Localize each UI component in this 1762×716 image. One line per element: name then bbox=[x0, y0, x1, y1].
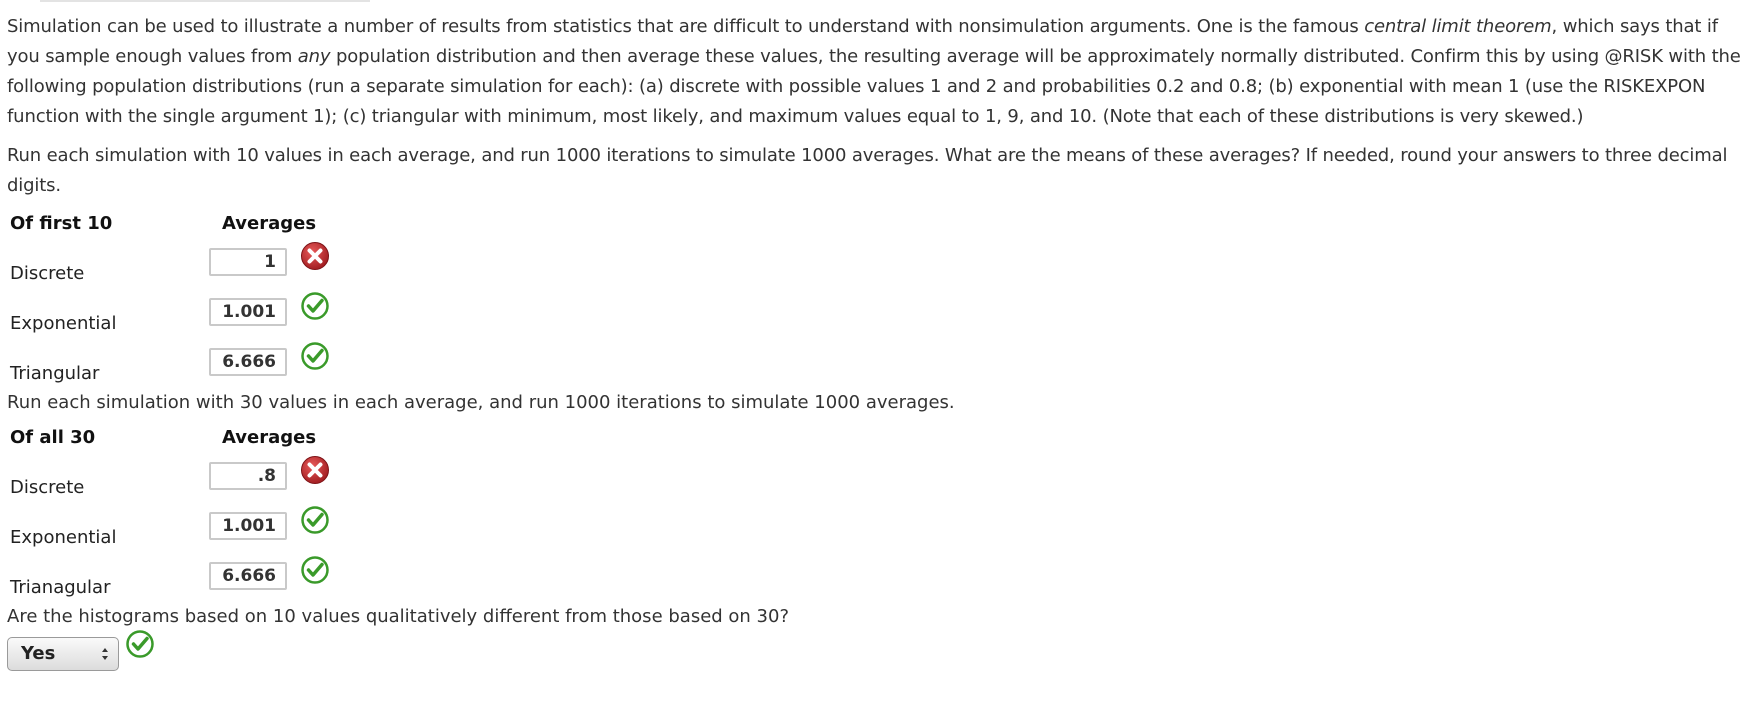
triangular-answer-input[interactable]: 6.666 bbox=[209, 348, 287, 376]
intro-text-3: population distribution and then average these values, the resulting average will be approximately normally distributed. Confirm this by using @RISK with the following population distributions (run a separate simulation for each): (a) discrete with possible values 1 and 2 and probabilities 0.2 and 0.8; (b) exponential with mean 1 (use the RISKEXPON function with the single argument 1); (c) triangular with minimum, most likely, and maximum values equal to 1, 9, and 10. (Note that each of these distributions is very skewed.) bbox=[7, 46, 1741, 127]
row-label: Exponential bbox=[10, 313, 117, 334]
row-label: Triangular bbox=[10, 363, 100, 384]
table-row-discrete bbox=[10, 455, 1747, 505]
exponential-answer-input[interactable]: 1.001 bbox=[209, 298, 287, 326]
row-label: Discrete bbox=[10, 477, 85, 498]
discrete-answer-input[interactable]: .8 bbox=[209, 462, 287, 490]
check-circle-icon bbox=[125, 629, 155, 664]
table-header-right: Averages bbox=[222, 427, 317, 448]
intro-text-1: Simulation can be used to illustrate a number of results from statistics that are difficult to understand with nonsimulation arguments. One is the famous bbox=[7, 16, 1365, 37]
histogram-question: Are the histograms based on 10 values qualitatively different from those based on 30? bbox=[7, 606, 790, 627]
select-value: Yes bbox=[21, 643, 56, 664]
intro-paragraph bbox=[7, 0, 1747, 132]
check-circle-icon bbox=[300, 291, 330, 321]
x-circle-icon bbox=[300, 241, 330, 271]
answer-select-row bbox=[7, 629, 1747, 679]
row-label: Discrete bbox=[10, 263, 85, 284]
discrete-answer-input[interactable]: 1 bbox=[209, 248, 287, 276]
question-content bbox=[7, 0, 1747, 679]
intro-emphasis-clt: central limit theorem bbox=[1364, 16, 1552, 37]
instruction-paragraph: Run each simulation with 10 values in each average, and run 1000 iterations to simulate 1000 averages. What are the means of these averages? If needed, round your answers to three decimal digits. bbox=[7, 145, 1728, 196]
table-row-exponential bbox=[10, 291, 1747, 341]
mid-instruction: Run each simulation with 30 values in each average, and run 1000 iterations to simulate 1000 averages. bbox=[7, 392, 955, 413]
table-first-10 bbox=[10, 201, 1747, 391]
intro-emphasis-any: any bbox=[297, 46, 331, 67]
table-header-left: Of all 30 bbox=[10, 427, 96, 448]
check-circle-icon bbox=[300, 341, 330, 371]
table-header bbox=[10, 201, 1747, 241]
intro-text-2: , which says that if you sample enough values from bbox=[7, 16, 1718, 67]
table-row-discrete bbox=[10, 241, 1747, 291]
row-label: Trianagular bbox=[10, 577, 111, 598]
table-all-30 bbox=[10, 415, 1747, 605]
table-row-exponential bbox=[10, 505, 1747, 555]
exponential-answer-input[interactable]: 1.001 bbox=[209, 512, 287, 540]
check-circle-icon bbox=[300, 555, 330, 585]
check-circle-icon bbox=[300, 505, 330, 535]
row-label: Exponential bbox=[10, 527, 117, 548]
table-header-right: Averages bbox=[222, 213, 317, 234]
x-circle-icon bbox=[300, 455, 330, 485]
table-row-triangular bbox=[10, 555, 1747, 605]
triangular-answer-input[interactable]: 6.666 bbox=[209, 562, 287, 590]
table-header-left: Of first 10 bbox=[10, 213, 113, 234]
table-header bbox=[10, 415, 1747, 455]
table-row-triangular bbox=[10, 341, 1747, 391]
updown-arrows-icon bbox=[101, 647, 109, 661]
histogram-answer-select[interactable] bbox=[7, 637, 119, 671]
